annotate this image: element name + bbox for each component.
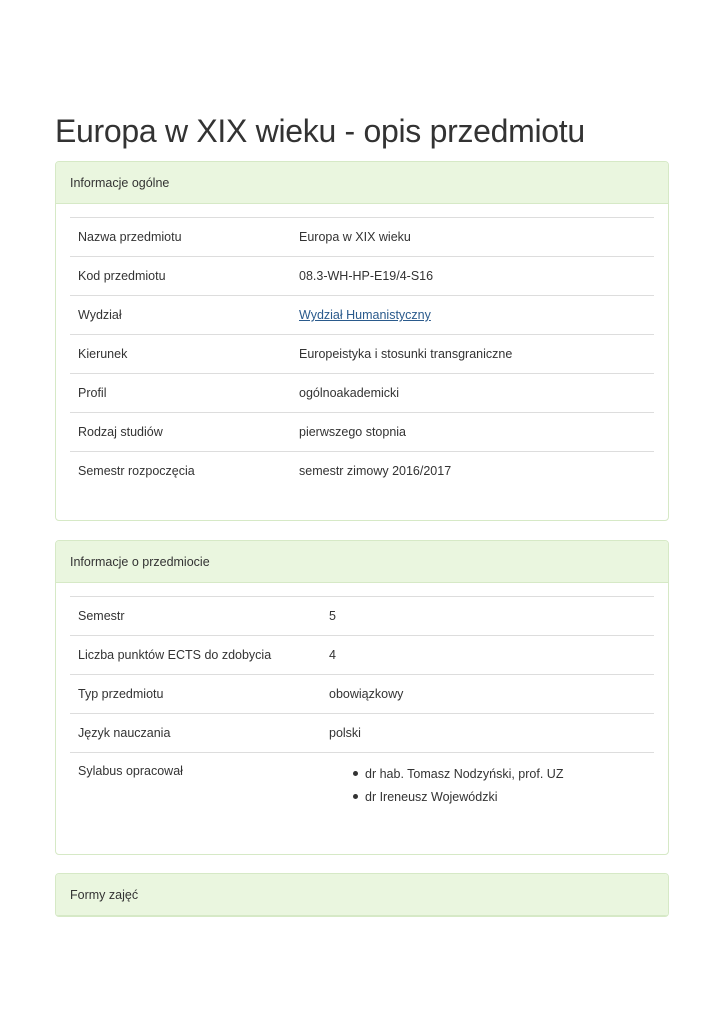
list-item: dr hab. Tomasz Nodzyński, prof. UZ <box>363 763 646 786</box>
row-value: obowiązkowy <box>321 675 654 714</box>
row-value: Europeistyka i stosunki transgraniczne <box>291 335 654 374</box>
class-forms-heading: Formy zajęć <box>56 874 668 916</box>
row-label: Nazwa przedmiotu <box>70 218 291 257</box>
table-row <box>70 296 654 335</box>
course-info-table <box>70 596 654 809</box>
table-row <box>70 452 654 491</box>
class-forms-panel <box>55 873 669 917</box>
page-title: Europa w XIX wieku - opis przedmiotu <box>55 113 585 149</box>
row-label: Język nauczania <box>70 714 321 753</box>
row-label: Typ przedmiotu <box>70 675 321 714</box>
syllabus-authors-list <box>329 763 646 809</box>
general-info-panel <box>55 161 669 521</box>
list-item: dr Ireneusz Wojewódzki <box>363 786 646 809</box>
table-row <box>70 374 654 413</box>
row-value: semestr zimowy 2016/2017 <box>291 452 654 491</box>
row-label: Kod przedmiotu <box>70 257 291 296</box>
table-row <box>70 636 654 675</box>
row-label: Profil <box>70 374 291 413</box>
row-value <box>291 296 654 335</box>
row-label: Semestr <box>70 597 321 636</box>
row-value: 5 <box>321 597 654 636</box>
row-label: Semestr rozpoczęcia <box>70 452 291 491</box>
row-label: Kierunek <box>70 335 291 374</box>
row-label: Liczba punktów ECTS do zdobycia <box>70 636 321 675</box>
table-row <box>70 753 654 810</box>
course-info-body <box>56 583 668 809</box>
row-label: Wydział <box>70 296 291 335</box>
table-row <box>70 257 654 296</box>
general-info-body <box>56 204 668 490</box>
row-value: Europa w XIX wieku <box>291 218 654 257</box>
row-label: Rodzaj studiów <box>70 413 291 452</box>
row-label: Sylabus opracował <box>70 753 321 810</box>
table-row <box>70 335 654 374</box>
table-row <box>70 675 654 714</box>
row-value: polski <box>321 714 654 753</box>
table-row <box>70 218 654 257</box>
general-info-table <box>70 217 654 490</box>
table-row <box>70 413 654 452</box>
course-info-heading: Informacje o przedmiocie <box>56 541 668 583</box>
row-value <box>321 753 654 810</box>
row-value: pierwszego stopnia <box>291 413 654 452</box>
row-value: ogólnoakademicki <box>291 374 654 413</box>
row-value: 4 <box>321 636 654 675</box>
table-row <box>70 597 654 636</box>
course-info-panel <box>55 540 669 855</box>
table-row <box>70 714 654 753</box>
row-value: 08.3-WH-HP-E19/4-S16 <box>291 257 654 296</box>
general-info-heading: Informacje ogólne <box>56 162 668 204</box>
faculty-link[interactable]: Wydział Humanistyczny <box>299 308 431 322</box>
